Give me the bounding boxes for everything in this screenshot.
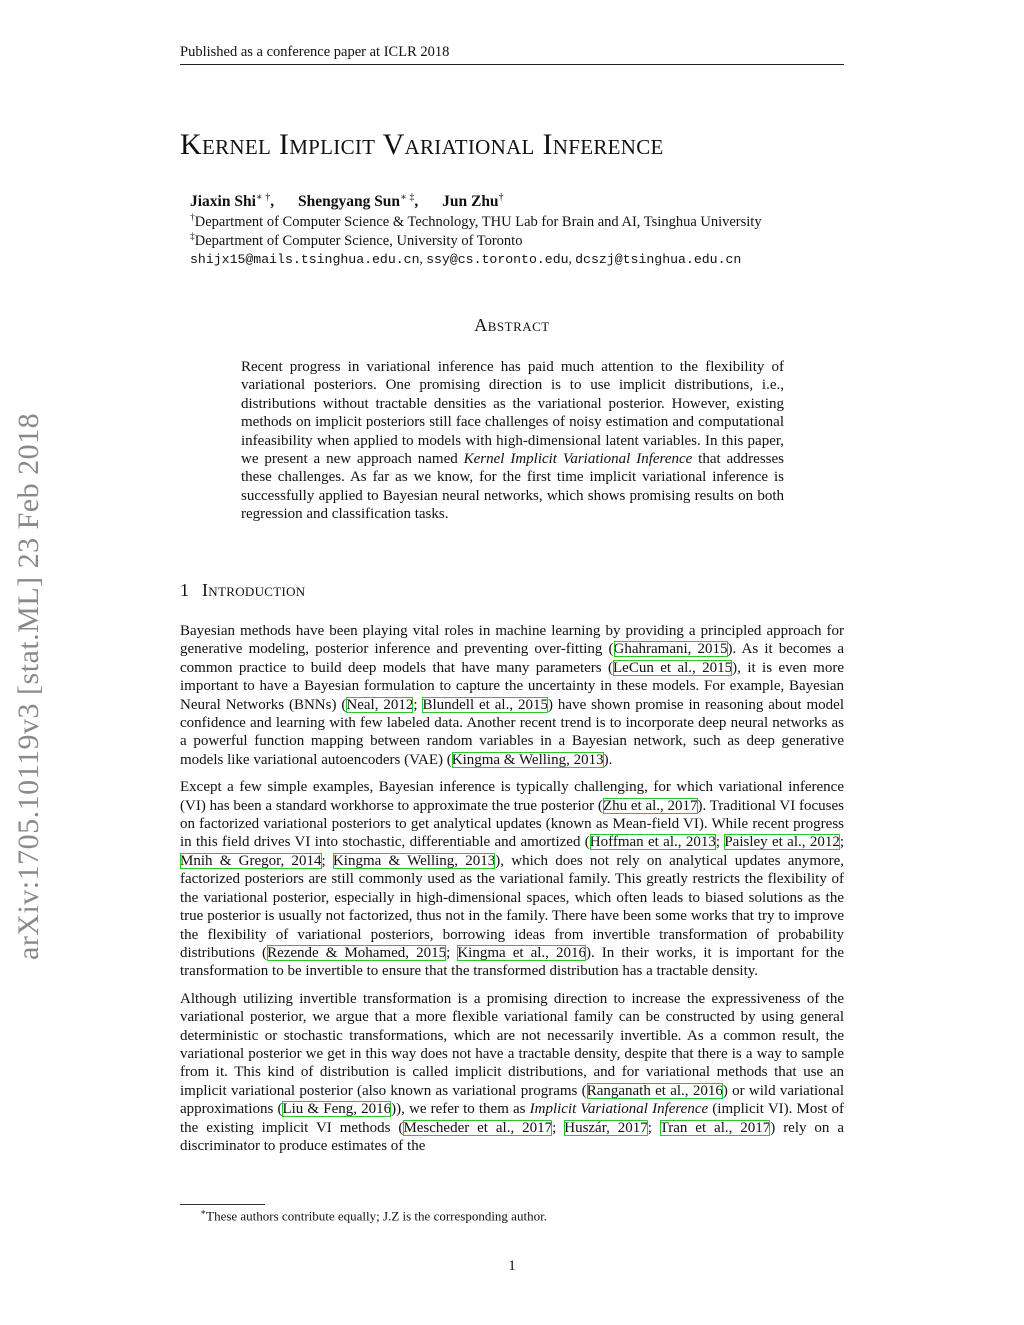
paragraph-text: ) or wild variational approximations ( xyxy=(180,1082,844,1118)
paragraph-text: ) rely on a discriminator to produce estimates of the xyxy=(180,1119,844,1154)
citation-link[interactable]: Kingma et al., 2016 xyxy=(457,944,586,961)
affiliation: ‡Department of Computer Science, University of Toronto xyxy=(190,232,523,249)
citation-link[interactable]: Paisley et al., 2012 xyxy=(724,834,840,851)
citation-link[interactable]: Liu & Feng, 2016 xyxy=(282,1101,392,1118)
citation-link[interactable]: Tran et al., 2017 xyxy=(659,1119,771,1136)
paragraph-text: ). Traditional VI focuses on factorized variational posteriors to get analytical updates (known as Mean-field VI). While recent progress in this field drives VI into stochastic, differentiable and amortized ( xyxy=(180,797,844,851)
paragraph-text: Bayesian methods have been playing vital roles in machine learning by providing a principled approach for generative modeling, posterior inference and preventing over-fitting ( xyxy=(180,623,844,658)
paragraph-text: ), it is even more important to have a Bayesian formulation to capture the uncertainty in these models. For example, Bayesian Neural Networks (BNNs) ( xyxy=(180,659,844,713)
citation-link[interactable]: Mescheder et al., 2017 xyxy=(403,1119,553,1136)
citation-link[interactable]: Huszár, 2017 xyxy=(564,1119,648,1136)
citation-link[interactable]: Neal, 2012 xyxy=(346,696,414,713)
email-link[interactable]: dcszj@tsinghua.edu.cn xyxy=(575,252,742,267)
author-name: Jun Zhu xyxy=(442,193,499,211)
paragraph-text: ; xyxy=(715,834,725,851)
author-marks: ∗ † xyxy=(255,192,271,203)
paragraph-text: ; xyxy=(446,944,458,961)
paragraph-text: ; xyxy=(321,852,333,869)
paragraph-text: ), which does not rely on analytical updates anymore, factorized posteriors are still commonly used as the variational family. This greatly restricts the flexibility of the variational posterior, especially in high-dimensional spaces, which often leads to biased solutions as the true posterior is usually not factorized, thus not in the family. There have been some works that try to improve the flexibility of variational posteriors, borrowing ideas from invertible transformation of probability distributions ( xyxy=(180,852,844,961)
method-name: Kernel Implicit Variational Inference xyxy=(463,451,693,468)
paragraph xyxy=(180,990,844,1156)
citation-link[interactable]: Kingma & Welling, 2013 xyxy=(451,751,604,768)
email-list: shijx15@mails.tsinghua.edu.cn, ssy@cs.toronto.edu, dcszj@tsinghua.edu.cn xyxy=(190,251,742,267)
paragraph-text: )), we refer to them as xyxy=(391,1101,530,1118)
intro-body xyxy=(180,622,844,1164)
page-number: 1 xyxy=(508,1258,516,1274)
paragraph-text: Although utilizing invertible transformation is a promising direction to increase the expressiveness of the variational posterior, we argue that a more flexible variational family can be constructed by using general deterministic or stochastic transformations, which are not necessarily invertible. As a common result, the variational posterior we get in this way does not have a tractable density, despite that there is a way to sample from it. This kind of distribution is called implicit distributions, and for variational methods that use an implicit variational posterior (also known as variational programs ( xyxy=(180,990,844,1099)
paragraph-text: ; xyxy=(839,834,845,851)
paragraph-text: ). As it becomes a common practice to build deep models that have many parameters ( xyxy=(180,641,845,676)
footnote-rule xyxy=(180,1204,265,1205)
paragraph-text: ; xyxy=(413,696,423,713)
paragraph-text: ). xyxy=(603,751,613,768)
affiliation: †Department of Computer Science & Technology, THU Lab for Brain and AI, Tsinghua University xyxy=(190,213,762,230)
paragraph-text: ; xyxy=(647,1119,660,1136)
abstract-text: Recent progress in variational inference has paid much attention to the flexibility of variational posteriors. One promising direction is to use implicit distributions, i.e., distributions without tractable densities as the variational posterior. However, existing methods on implicit posteriors still face challenges of noisy estimation and computational infeasibility when applied to models with high-dimensional latent variables. In this paper, we present a new approach named Kernel Implicit Variational Inference that addresses these challenges. As far as we know, for the first time implicit variational inference is successfully applied to Bayesian neural networks, which shows promising results on both regression and classification tasks. xyxy=(241,359,785,523)
section-heading: 1 Introduction xyxy=(180,580,306,600)
author-name: Shengyang Sun xyxy=(297,193,401,211)
email-link[interactable]: shijx15@mails.tsinghua.edu.cn xyxy=(190,252,420,267)
citation-link[interactable]: LeCun et al., 2015 xyxy=(613,659,733,676)
paragraph-text: Except a few simple examples, Bayesian inference is typically challenging, for which variational inference (VI) has been a standard workhorse to approximate the true posterior ( xyxy=(180,779,844,814)
author-list: Jiaxin Shi∗ †, Shengyang Sun∗ ‡, Jun Zhu† xyxy=(190,192,504,211)
citation-link[interactable]: Zhu et al., 2017 xyxy=(602,797,698,814)
paragraph xyxy=(180,622,844,769)
citation-link[interactable]: Ghahramani, 2015 xyxy=(613,641,728,658)
paragraph-text: ; xyxy=(552,1119,565,1136)
citation-link[interactable]: Ranganath et al., 2016 xyxy=(586,1082,723,1099)
citation-link[interactable]: Rezende & Mohamed, 2015 xyxy=(267,944,447,961)
paragraph-text: (implicit VI). Most of the existing implicit VI methods ( xyxy=(180,1101,844,1136)
emphasis: Implicit Variational Inference xyxy=(529,1101,709,1118)
paragraph xyxy=(180,778,844,980)
citation-link[interactable]: Hoffman et al., 2013 xyxy=(589,834,716,851)
paper-title: Kernel Implicit Variational Inference xyxy=(180,128,664,161)
citation-link[interactable]: Mnih & Gregor, 2014 xyxy=(180,852,322,869)
author-marks: † xyxy=(498,192,504,203)
running-header: Published as a conference paper at ICLR 2018 xyxy=(180,44,844,65)
abstract-heading: Abstract xyxy=(474,315,550,335)
footnote: ∗These authors contribute equally; J.Z is the corresponding author. xyxy=(200,1207,547,1224)
citation-link[interactable]: Blundell et al., 2015 xyxy=(422,696,549,713)
arxiv-stamp: arXiv:1705.10119v3 [stat.ML] 23 Feb 2018 xyxy=(12,412,45,960)
paragraph-text: ). In their works, it is important for the transformation to be invertible to ensure that the transformed distribution has a tractable density. xyxy=(180,944,845,980)
paragraph-text: ) have shown promise in reasoning about model confidence and learning with few labeled data. Another recent trend is to incorporate deep neural networks as a powerful function mapping between random variables in a Bayesian network, such as deep generative models like variational autoencoders (VAE) ( xyxy=(180,696,845,768)
author-name: Jiaxin Shi xyxy=(190,193,256,211)
citation-link[interactable]: Kingma & Welling, 2013 xyxy=(332,852,496,869)
email-link[interactable]: ssy@cs.toronto.edu xyxy=(426,252,569,267)
author-marks: ∗ ‡ xyxy=(400,192,415,203)
